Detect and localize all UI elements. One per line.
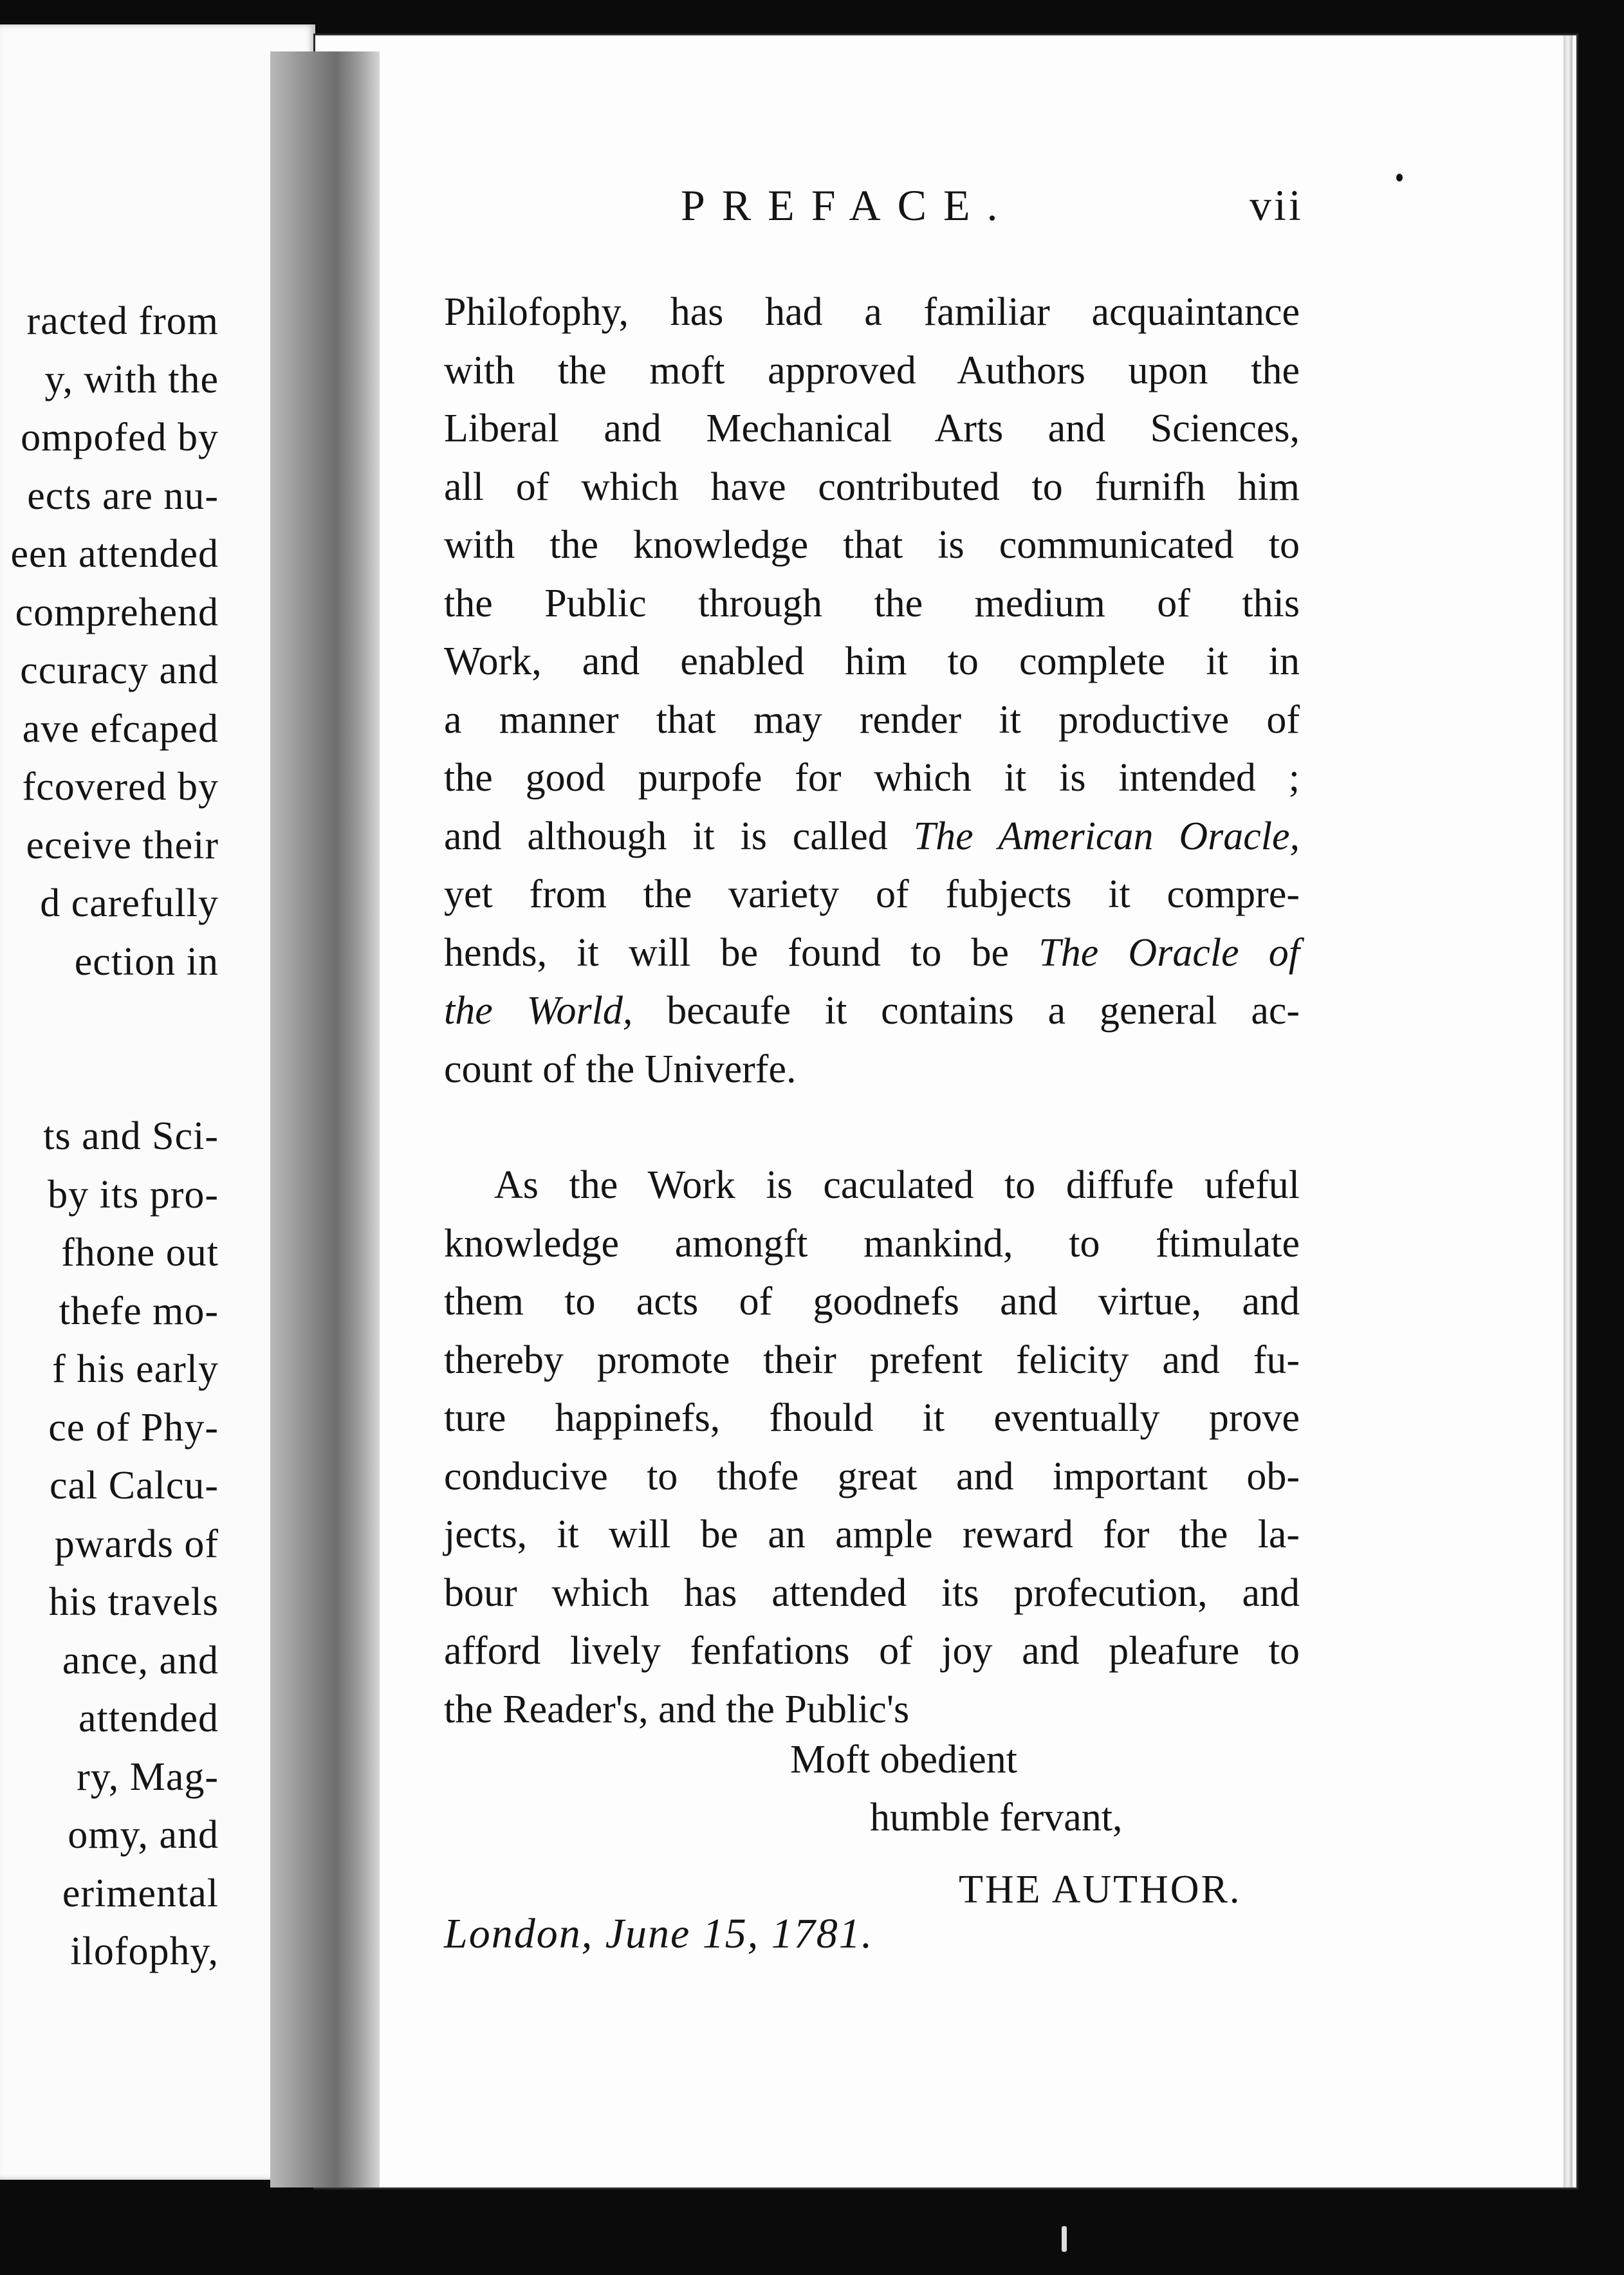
closing-line: humble fervant, xyxy=(870,1796,1123,1839)
text-line: a manner that may render it productive of xyxy=(444,697,1300,742)
text-line xyxy=(444,807,1300,866)
signature: THE AUTHOR. xyxy=(959,1868,1242,1911)
text-line: count of the Univerfe. xyxy=(444,1047,797,1091)
text-line: afford lively fenfations of joy and pleafure to xyxy=(444,1629,1300,1673)
left-line: cal Calcu- xyxy=(49,1464,219,1507)
italic-title: The Oracle of xyxy=(1038,930,1300,975)
left-line: pwards of xyxy=(54,1522,219,1566)
text-run: becaufe it contains a general ac- xyxy=(632,989,1300,1033)
left-line: his travels xyxy=(48,1580,219,1624)
left-line: y, with the xyxy=(44,357,219,401)
text-line: conducive to thofe great and important ob- xyxy=(444,1454,1300,1498)
text-run: and although it is called xyxy=(444,814,914,858)
text-line xyxy=(444,924,1300,982)
text-line: As the Work is caculated to diffufe ufeful xyxy=(494,1163,1300,1207)
left-line: ance, and xyxy=(62,1638,219,1682)
text-line: jects, it will be an ample reward for the la- xyxy=(444,1513,1300,1556)
gutter-shadow xyxy=(270,51,380,2188)
text-line: all of which have contributed to furnifh him xyxy=(444,465,1300,509)
left-paragraph-gap xyxy=(10,991,219,1107)
left-line: ection in xyxy=(74,939,219,984)
text-line: with the moft approved Authors upon the xyxy=(444,348,1300,392)
left-line: erimental xyxy=(62,1871,219,1915)
left-line: racted from xyxy=(26,299,219,343)
text-line: the Reader's, and the Public's xyxy=(444,1687,910,1731)
left-line: ry, Mag- xyxy=(77,1755,219,1799)
closing-line: Moft obedient xyxy=(790,1738,1017,1782)
left-line: fcovered by xyxy=(22,765,219,809)
text-line: the good purpofe for which it is intended ; xyxy=(444,756,1300,800)
left-line: attended xyxy=(78,1697,219,1740)
left-line: een attended xyxy=(10,532,219,576)
ink-speck xyxy=(1396,174,1403,181)
text-line: bour which has attended its profecution, and xyxy=(444,1570,1300,1615)
left-line: ompofed by xyxy=(21,416,219,459)
text-line: them to acts of goodnefs and virtue, and xyxy=(444,1280,1300,1323)
text-run: hends, it will be found to be xyxy=(444,930,1039,975)
left-line: ave efcaped xyxy=(22,706,219,751)
text-line: yet from the variety of fubjects it compre- xyxy=(444,872,1300,916)
italic-title: The American Oracle, xyxy=(913,814,1300,858)
italic-title: the World, xyxy=(444,989,633,1033)
text-line: Work, and enabled him to complete it in xyxy=(444,640,1300,683)
paragraph-gap xyxy=(444,1098,1300,1156)
left-line: f his early xyxy=(52,1347,219,1391)
text-line: knowledge amongft mankind, to ftimulate xyxy=(444,1221,1300,1266)
text-line: with the knowledge that is communicated to xyxy=(444,523,1300,567)
left-line: omy, and xyxy=(68,1813,219,1857)
left-line: ccuracy and xyxy=(20,649,219,692)
text-line: the Public through the medium of this xyxy=(444,581,1300,625)
page-edge xyxy=(1564,35,1573,2188)
preface-body xyxy=(444,283,1300,1738)
text-line: Philofophy, has had a familiar acquaintance xyxy=(444,290,1300,334)
left-line: ects are nu- xyxy=(27,474,219,518)
scan-artifact xyxy=(1062,2226,1067,2252)
running-title: PREFACE. xyxy=(681,181,1015,230)
left-line: ts and Sci- xyxy=(43,1114,219,1158)
left-line: comprehend xyxy=(15,590,219,634)
left-facing-page xyxy=(0,24,315,2180)
text-line: Liberal and Mechanical Arts and Sciences, xyxy=(444,407,1300,450)
left-line: eceive their xyxy=(26,823,219,867)
page-number: vii xyxy=(1250,181,1304,230)
left-line: thefe mo- xyxy=(59,1289,219,1333)
text-line: ture happinefs, fhould it eventually prove xyxy=(444,1396,1300,1440)
left-line: by its pro- xyxy=(48,1172,219,1217)
left-page-text xyxy=(10,292,219,1981)
left-line: ilofophy, xyxy=(70,1930,219,1973)
dateline: London, June 15, 1781. xyxy=(444,1910,874,1957)
left-line: fhone out xyxy=(61,1231,219,1275)
text-line xyxy=(444,982,1300,1040)
text-line: thereby promote their prefent felicity and fu- xyxy=(444,1338,1300,1382)
left-line: ce of Phy- xyxy=(48,1405,219,1450)
left-line: d carefully xyxy=(40,881,219,925)
